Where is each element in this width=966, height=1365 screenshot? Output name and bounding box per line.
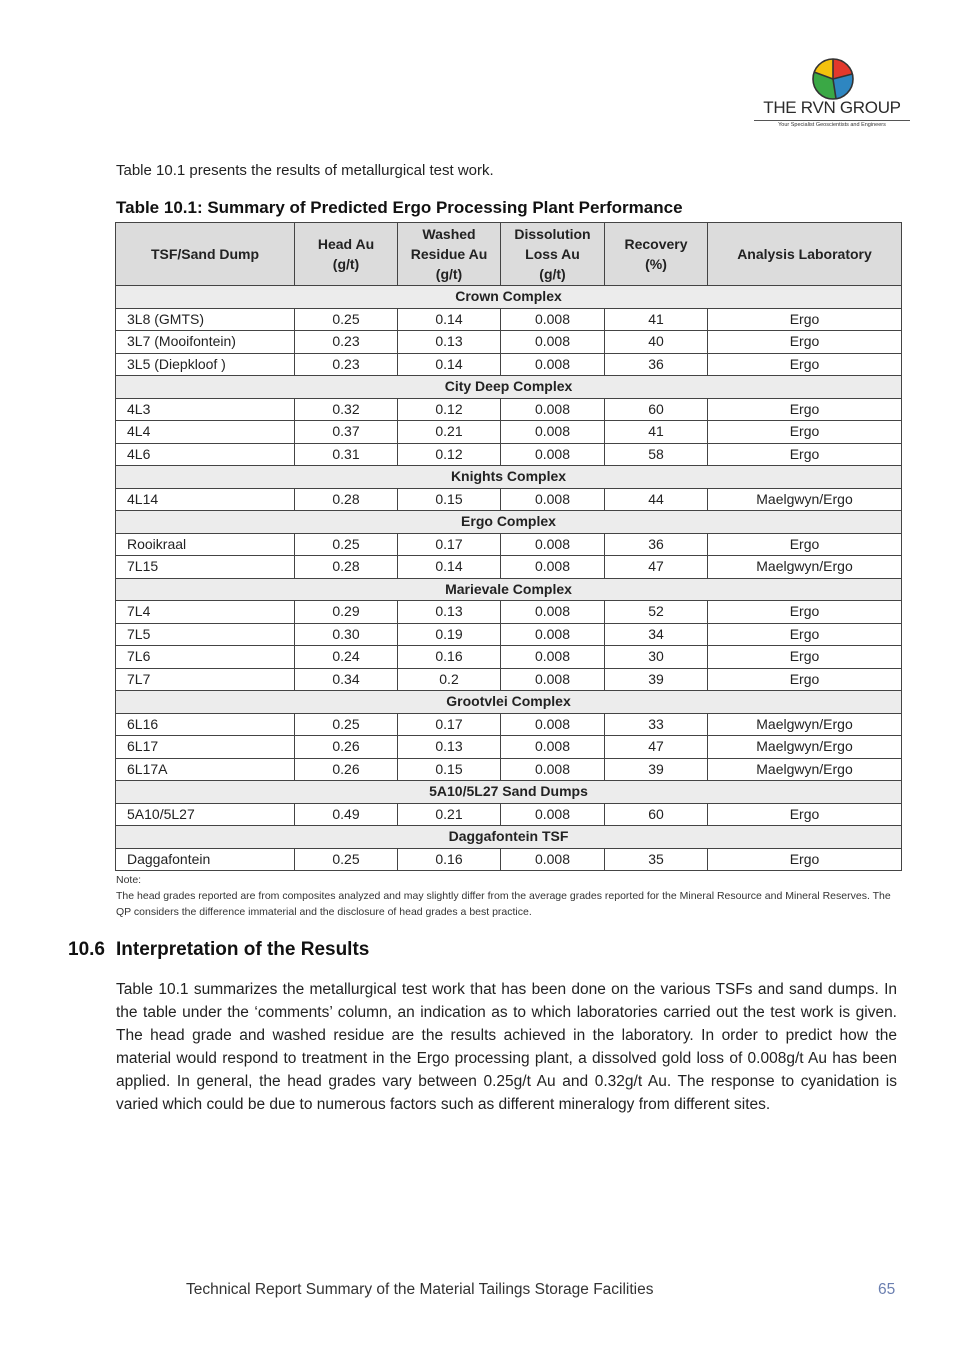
cell-head-au: 0.25 xyxy=(295,308,398,331)
group-name: Grootvlei Complex xyxy=(116,691,902,714)
cell-dissolution-loss: 0.008 xyxy=(501,713,605,736)
cell-washed-residue: 0.21 xyxy=(398,803,501,826)
cell-head-au: 0.23 xyxy=(295,331,398,354)
cell-lab: Ergo xyxy=(708,398,902,421)
table-row xyxy=(116,623,902,646)
cell-tsf: 4L4 xyxy=(116,421,295,444)
cell-tsf: 7L15 xyxy=(116,556,295,579)
note-label: Note: xyxy=(116,874,142,886)
cell-dissolution-loss: 0.008 xyxy=(501,533,605,556)
cell-tsf: 7L7 xyxy=(116,668,295,691)
cell-recovery: 30 xyxy=(605,646,708,669)
section-heading xyxy=(68,939,369,961)
cell-washed-residue: 0.13 xyxy=(398,601,501,624)
group-name: 5A10/5L27 Sand Dumps xyxy=(116,781,902,804)
group-row xyxy=(116,781,902,804)
cell-washed-residue: 0.19 xyxy=(398,623,501,646)
table-row xyxy=(116,713,902,736)
cell-dissolution-loss: 0.008 xyxy=(501,488,605,511)
group-row xyxy=(116,826,902,849)
group-row xyxy=(116,511,902,534)
table-row xyxy=(116,668,902,691)
cell-lab: Maelgwyn/Ergo xyxy=(708,488,902,511)
cell-dissolution-loss: 0.008 xyxy=(501,443,605,466)
table-row xyxy=(116,758,902,781)
cell-tsf: 4L14 xyxy=(116,488,295,511)
cell-recovery: 44 xyxy=(605,488,708,511)
cell-washed-residue: 0.12 xyxy=(398,443,501,466)
section-title: Interpretation of the Results xyxy=(116,939,370,960)
cell-head-au: 0.25 xyxy=(295,848,398,871)
cell-dissolution-loss: 0.008 xyxy=(501,758,605,781)
cell-tsf: Daggafontein xyxy=(116,848,295,871)
table-row xyxy=(116,488,902,511)
cell-lab: Maelgwyn/Ergo xyxy=(708,556,902,579)
cell-tsf: 7L6 xyxy=(116,646,295,669)
cell-recovery: 36 xyxy=(605,533,708,556)
cell-tsf: 6L17A xyxy=(116,758,295,781)
cell-recovery: 36 xyxy=(605,353,708,376)
cell-recovery: 52 xyxy=(605,601,708,624)
table-row xyxy=(116,398,902,421)
cell-tsf: 3L8 (GMTS) xyxy=(116,308,295,331)
cell-lab: Ergo xyxy=(708,308,902,331)
cell-dissolution-loss: 0.008 xyxy=(501,803,605,826)
group-row xyxy=(116,286,902,309)
note-text: The head grades reported are from composites analyzed and may slightly differ from the average grades reported for the Mineral Resource and Mineral Reserves. The QP considers the difference immaterial and the disclosure of head grades a best practice. xyxy=(116,890,891,918)
cell-dissolution-loss: 0.008 xyxy=(501,848,605,871)
cell-dissolution-loss: 0.008 xyxy=(501,421,605,444)
group-name: Knights Complex xyxy=(116,466,902,489)
cell-head-au: 0.24 xyxy=(295,646,398,669)
table-row xyxy=(116,421,902,444)
group-row xyxy=(116,466,902,489)
cell-washed-residue: 0.17 xyxy=(398,713,501,736)
logo-circle-icon xyxy=(812,58,854,100)
table-row xyxy=(116,353,902,376)
group-name: Daggafontein TSF xyxy=(116,826,902,849)
cell-lab: Ergo xyxy=(708,533,902,556)
cell-head-au: 0.49 xyxy=(295,803,398,826)
cell-washed-residue: 0.16 xyxy=(398,848,501,871)
cell-lab: Ergo xyxy=(708,668,902,691)
cell-lab: Maelgwyn/Ergo xyxy=(708,736,902,759)
cell-washed-residue: 0.15 xyxy=(398,758,501,781)
cell-head-au: 0.28 xyxy=(295,556,398,579)
cell-head-au: 0.23 xyxy=(295,353,398,376)
header-dissolution-loss: Dissolution Loss Au (g/t) xyxy=(501,223,605,286)
cell-lab: Ergo xyxy=(708,331,902,354)
cell-lab: Ergo xyxy=(708,623,902,646)
table-row xyxy=(116,646,902,669)
cell-lab: Ergo xyxy=(708,803,902,826)
table-body xyxy=(116,286,902,871)
cell-tsf: Rooikraal xyxy=(116,533,295,556)
table-row xyxy=(116,736,902,759)
cell-head-au: 0.26 xyxy=(295,736,398,759)
header-recovery: Recovery (%) xyxy=(605,223,708,286)
cell-dissolution-loss: 0.008 xyxy=(501,331,605,354)
group-name: Ergo Complex xyxy=(116,511,902,534)
cell-head-au: 0.37 xyxy=(295,421,398,444)
body-paragraph: Table 10.1 summarizes the metallurgical test work that has been done on the various TSFs and sand dumps. In the table under the ‘comments’ column, an indication as to which laboratories carried out the test work is given. The head grade and washed residue are the results achieved in the laboratory. In order to predict how the material would respond to treatment in the Ergo processing plant, a dissolved gold loss of 0.008g/t Au has been applied. In general, the head grades vary between 0.25g/t Au and 0.32g/t Au. The response to cyanidation is varied which could be due to numerous factors such as different mineralogy from different sites. xyxy=(116,981,897,1113)
cell-tsf: 5A10/5L27 xyxy=(116,803,295,826)
page-number: 65 xyxy=(878,1281,896,1298)
cell-dissolution-loss: 0.008 xyxy=(501,308,605,331)
cell-head-au: 0.32 xyxy=(295,398,398,421)
cell-washed-residue: 0.15 xyxy=(398,488,501,511)
group-row xyxy=(116,691,902,714)
cell-tsf: 6L16 xyxy=(116,713,295,736)
cell-washed-residue: 0.17 xyxy=(398,533,501,556)
group-name: Marievale Complex xyxy=(116,578,902,601)
cell-recovery: 47 xyxy=(605,736,708,759)
cell-recovery: 41 xyxy=(605,308,708,331)
cell-recovery: 39 xyxy=(605,668,708,691)
cell-dissolution-loss: 0.008 xyxy=(501,353,605,376)
cell-tsf: 7L5 xyxy=(116,623,295,646)
cell-recovery: 33 xyxy=(605,713,708,736)
cell-lab: Ergo xyxy=(708,421,902,444)
cell-washed-residue: 0.14 xyxy=(398,353,501,376)
cell-dissolution-loss: 0.008 xyxy=(501,556,605,579)
cell-dissolution-loss: 0.008 xyxy=(501,398,605,421)
header-lab: Analysis Laboratory xyxy=(708,223,902,286)
cell-washed-residue: 0.2 xyxy=(398,668,501,691)
cell-washed-residue: 0.21 xyxy=(398,421,501,444)
group-row xyxy=(116,376,902,399)
cell-recovery: 60 xyxy=(605,803,708,826)
logo-tagline: Your Specialist Geoscientists and Engineers xyxy=(778,122,886,128)
cell-washed-residue: 0.14 xyxy=(398,556,501,579)
cell-head-au: 0.30 xyxy=(295,623,398,646)
cell-tsf: 4L3 xyxy=(116,398,295,421)
cell-washed-residue: 0.13 xyxy=(398,736,501,759)
cell-dissolution-loss: 0.008 xyxy=(501,601,605,624)
group-name: City Deep Complex xyxy=(116,376,902,399)
cell-head-au: 0.25 xyxy=(295,713,398,736)
cell-tsf: 4L6 xyxy=(116,443,295,466)
cell-recovery: 60 xyxy=(605,398,708,421)
cell-lab: Ergo xyxy=(708,848,902,871)
company-logo xyxy=(752,58,912,134)
cell-recovery: 47 xyxy=(605,556,708,579)
cell-head-au: 0.31 xyxy=(295,443,398,466)
cell-washed-residue: 0.14 xyxy=(398,308,501,331)
table-row xyxy=(116,533,902,556)
cell-recovery: 40 xyxy=(605,331,708,354)
header-tsf: TSF/Sand Dump xyxy=(116,223,295,286)
table-row xyxy=(116,848,902,871)
cell-recovery: 39 xyxy=(605,758,708,781)
cell-head-au: 0.25 xyxy=(295,533,398,556)
table-header-row xyxy=(116,223,902,286)
cell-dissolution-loss: 0.008 xyxy=(501,668,605,691)
cell-washed-residue: 0.16 xyxy=(398,646,501,669)
cell-dissolution-loss: 0.008 xyxy=(501,736,605,759)
table-row xyxy=(116,601,902,624)
cell-recovery: 58 xyxy=(605,443,708,466)
intro-text: Table 10.1 presents the results of metallurgical test work. xyxy=(116,162,494,179)
cell-tsf: 3L7 (Mooifontein) xyxy=(116,331,295,354)
cell-tsf: 7L4 xyxy=(116,601,295,624)
cell-lab: Maelgwyn/Ergo xyxy=(708,713,902,736)
cell-lab: Ergo xyxy=(708,353,902,376)
table-title: Table 10.1: Summary of Predicted Ergo Processing Plant Performance xyxy=(116,198,683,217)
cell-recovery: 34 xyxy=(605,623,708,646)
table-row xyxy=(116,443,902,466)
cell-head-au: 0.26 xyxy=(295,758,398,781)
table-row xyxy=(116,803,902,826)
cell-lab: Ergo xyxy=(708,601,902,624)
table-row xyxy=(116,556,902,579)
cell-dissolution-loss: 0.008 xyxy=(501,623,605,646)
section-number: 10.6 xyxy=(68,939,105,960)
table-row xyxy=(116,331,902,354)
cell-dissolution-loss: 0.008 xyxy=(501,646,605,669)
group-name: Crown Complex xyxy=(116,286,902,309)
group-row xyxy=(116,578,902,601)
cell-head-au: 0.34 xyxy=(295,668,398,691)
cell-recovery: 35 xyxy=(605,848,708,871)
cell-washed-residue: 0.12 xyxy=(398,398,501,421)
cell-tsf: 3L5 (Diepkloof ) xyxy=(116,353,295,376)
footer-title: Technical Report Summary of the Material Tailings Storage Facilities xyxy=(186,1281,654,1298)
header-washed-residue: Washed Residue Au (g/t) xyxy=(398,223,501,286)
table-note xyxy=(116,872,900,920)
performance-table xyxy=(115,222,902,871)
header-head-au: Head Au (g/t) xyxy=(295,223,398,286)
cell-head-au: 0.28 xyxy=(295,488,398,511)
cell-head-au: 0.29 xyxy=(295,601,398,624)
cell-lab: Ergo xyxy=(708,443,902,466)
logo-title: THE RVN GROUP xyxy=(763,98,901,117)
table-row xyxy=(116,308,902,331)
cell-lab: Ergo xyxy=(708,646,902,669)
cell-recovery: 41 xyxy=(605,421,708,444)
cell-washed-residue: 0.13 xyxy=(398,331,501,354)
cell-tsf: 6L17 xyxy=(116,736,295,759)
cell-lab: Maelgwyn/Ergo xyxy=(708,758,902,781)
